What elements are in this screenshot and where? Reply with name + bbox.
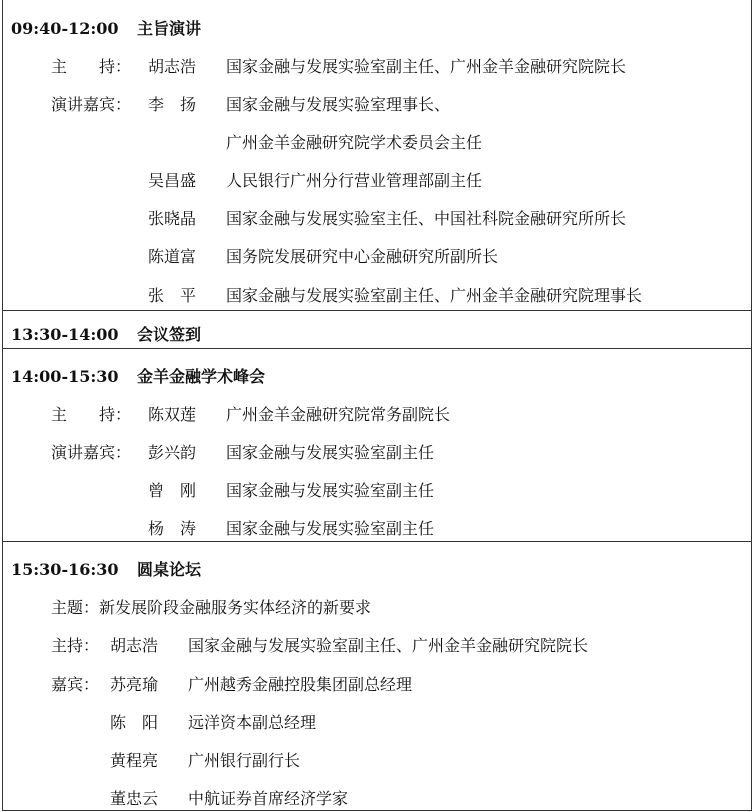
speaker-title: 人民银行广州分行营业管理部副主任 xyxy=(226,171,483,190)
host-role-label: 主 持： xyxy=(51,57,132,76)
agenda-table xyxy=(2,0,752,811)
section-header xyxy=(11,364,265,387)
host-title: 国家金融与发展实验室副主任、广州金羊金融研究院院长 xyxy=(226,57,627,76)
speaker-title: 国务院发展研究中心金融研究所副所长 xyxy=(226,247,499,266)
session-time: 13:30-14:00 xyxy=(11,325,119,344)
theme-label: 主题： xyxy=(51,598,100,617)
guest-title: 广州银行副行长 xyxy=(188,751,301,770)
host-name: 胡志浩 xyxy=(110,636,159,655)
speaker-title: 广州金羊金融研究院学术委员会主任 xyxy=(226,133,483,152)
host-row xyxy=(51,54,626,77)
speaker-row xyxy=(51,440,434,463)
theme-row xyxy=(51,595,371,618)
speaker-title: 国家金融与发展实验室副主任 xyxy=(226,481,435,500)
host-row xyxy=(51,402,450,425)
session-title: 金羊金融学术峰会 xyxy=(137,367,266,386)
speaker-title: 国家金融与发展实验室副主任 xyxy=(226,443,435,462)
agenda-section-roundtable xyxy=(3,541,751,811)
theme-text: 新发展阶段金融服务实体经济的新要求 xyxy=(99,598,372,617)
speaker-name: 张晓晶 xyxy=(148,209,197,228)
speaker-row xyxy=(148,283,642,306)
section-header xyxy=(11,322,201,345)
speaker-row xyxy=(148,206,626,229)
guest-name: 苏亮瑜 xyxy=(110,675,159,694)
speaker-name: 彭兴韵 xyxy=(148,443,197,462)
agenda-section-keynote xyxy=(3,0,751,310)
speaker-title: 国家金融与发展实验室理事长、 xyxy=(226,95,451,114)
speaker-row xyxy=(51,92,450,115)
guest-name: 董忠云 xyxy=(110,789,159,808)
speaker-role-label: 演讲嘉宾： xyxy=(51,443,132,462)
speaker-row xyxy=(148,516,434,539)
session-title: 圆桌论坛 xyxy=(137,560,202,579)
speaker-name: 李 扬 xyxy=(148,95,197,114)
speaker-title: 国家金融与发展实验室副主任、广州金羊金融研究院理事长 xyxy=(226,286,643,305)
guest-role-label: 嘉宾： xyxy=(51,675,100,694)
guest-row xyxy=(110,748,300,771)
session-time: 15:30-16:30 xyxy=(11,560,119,579)
host-title: 国家金融与发展实验室副主任、广州金羊金融研究院院长 xyxy=(188,636,589,655)
host-row xyxy=(51,633,588,656)
speaker-name: 陈道富 xyxy=(148,247,197,266)
guest-name: 黄程亮 xyxy=(110,751,159,770)
host-role-label: 主 持： xyxy=(51,405,132,424)
guest-title: 广州越秀金融控股集团副总经理 xyxy=(188,675,413,694)
guest-row xyxy=(110,710,316,733)
guest-title: 远洋资本副总经理 xyxy=(188,713,317,732)
session-time: 14:00-15:30 xyxy=(11,367,119,386)
session-title: 会议签到 xyxy=(137,325,202,344)
guest-name: 陈 阳 xyxy=(110,713,159,732)
host-title: 广州金羊金融研究院常务副院长 xyxy=(226,405,451,424)
speaker-name: 张 平 xyxy=(148,286,197,305)
speaker-row xyxy=(148,478,434,501)
guest-row xyxy=(51,672,412,695)
host-name: 胡志浩 xyxy=(148,57,197,76)
session-time: 09:40-12:00 xyxy=(11,19,119,38)
section-header xyxy=(11,557,201,580)
speaker-row xyxy=(148,168,482,191)
speaker-row xyxy=(148,244,498,267)
speaker-name: 吴昌盛 xyxy=(148,171,197,190)
speaker-title: 国家金融与发展实验室副主任 xyxy=(226,519,435,538)
speaker-name: 杨 涛 xyxy=(148,519,197,538)
guest-title: 中航证券首席经济学家 xyxy=(188,789,349,808)
agenda-section-registration xyxy=(3,310,751,348)
speaker-role-label: 演讲嘉宾： xyxy=(51,95,132,114)
section-header xyxy=(11,16,201,39)
agenda-section-summit xyxy=(3,348,751,541)
speaker-row-continued xyxy=(226,130,482,153)
session-title: 主旨演讲 xyxy=(137,19,202,38)
host-name: 陈双莲 xyxy=(148,405,197,424)
guest-row xyxy=(110,786,348,809)
speaker-name: 曾 刚 xyxy=(148,481,197,500)
host-role-label: 主持： xyxy=(51,636,100,655)
speaker-title: 国家金融与发展实验室主任、中国社科院金融研究所所长 xyxy=(226,209,627,228)
